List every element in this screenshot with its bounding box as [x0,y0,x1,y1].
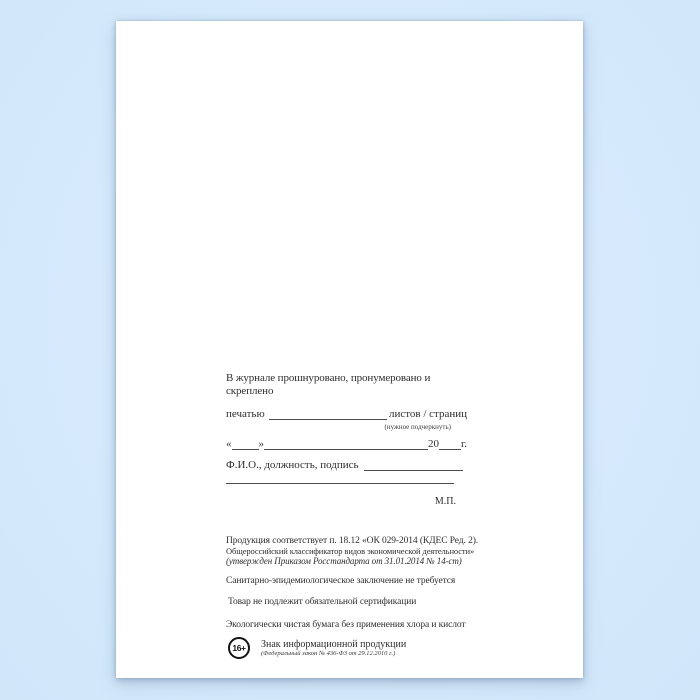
age-16-badge-icon: 16+ [228,637,250,659]
signature-label: Ф.И.О., должность, подпись [226,459,359,471]
blank-signature [364,461,463,471]
journal-back-page [116,21,583,678]
blank-line [269,410,387,420]
age-mark-text [261,636,406,658]
year-suffix: г. [460,438,467,450]
certification-statement: Товар не подлежит обязательной сертификации [228,596,417,607]
seal-row [226,408,467,421]
seal-prefix: печатью [226,408,265,420]
seal-suffix: листов / страниц [388,408,467,420]
compliance-paragraph [226,536,479,567]
age-mark-row [226,636,467,659]
close-quote: » [258,438,264,450]
date-row [226,438,467,451]
year-century: 20 [427,438,439,450]
compliance-line-2: Общероссийский классификатор видов экономической деятельности» [226,545,475,556]
stitch-statement: В журнале прошнуровано, пронумеровано и скреплено [226,372,431,397]
eco-statement: Экологически чистая бумага без применения хлора и кислот [226,619,466,630]
signature-row [226,459,467,472]
blank-day [232,440,259,450]
compliance-line-3: (утвержден Приказом Росстандарта от 31.01.2014 № 14-ст) [226,556,462,566]
blank-line-full [226,483,454,484]
extra-signature-row [226,483,454,484]
age-mark-title: Знак информационной продукции [261,638,407,650]
underline-note: (нужное подчеркнуть) [384,423,451,431]
open-quote: « [226,438,232,450]
stamp-place-label: М.П. [434,496,456,507]
age-mark-law: (Федеральный закон № 436-ФЗ от 29.12.2010 г.) [261,649,396,657]
blank-year [439,440,461,450]
certification-block [226,372,479,659]
sanitary-statement: Санитарно-эпидемиологическое заключение не требуется [226,575,456,586]
blank-month [264,440,428,450]
compliance-line-1: Продукция соответствует п. 18.12 «ОК 029-2014 (КДЕС Ред. 2). [226,536,479,546]
